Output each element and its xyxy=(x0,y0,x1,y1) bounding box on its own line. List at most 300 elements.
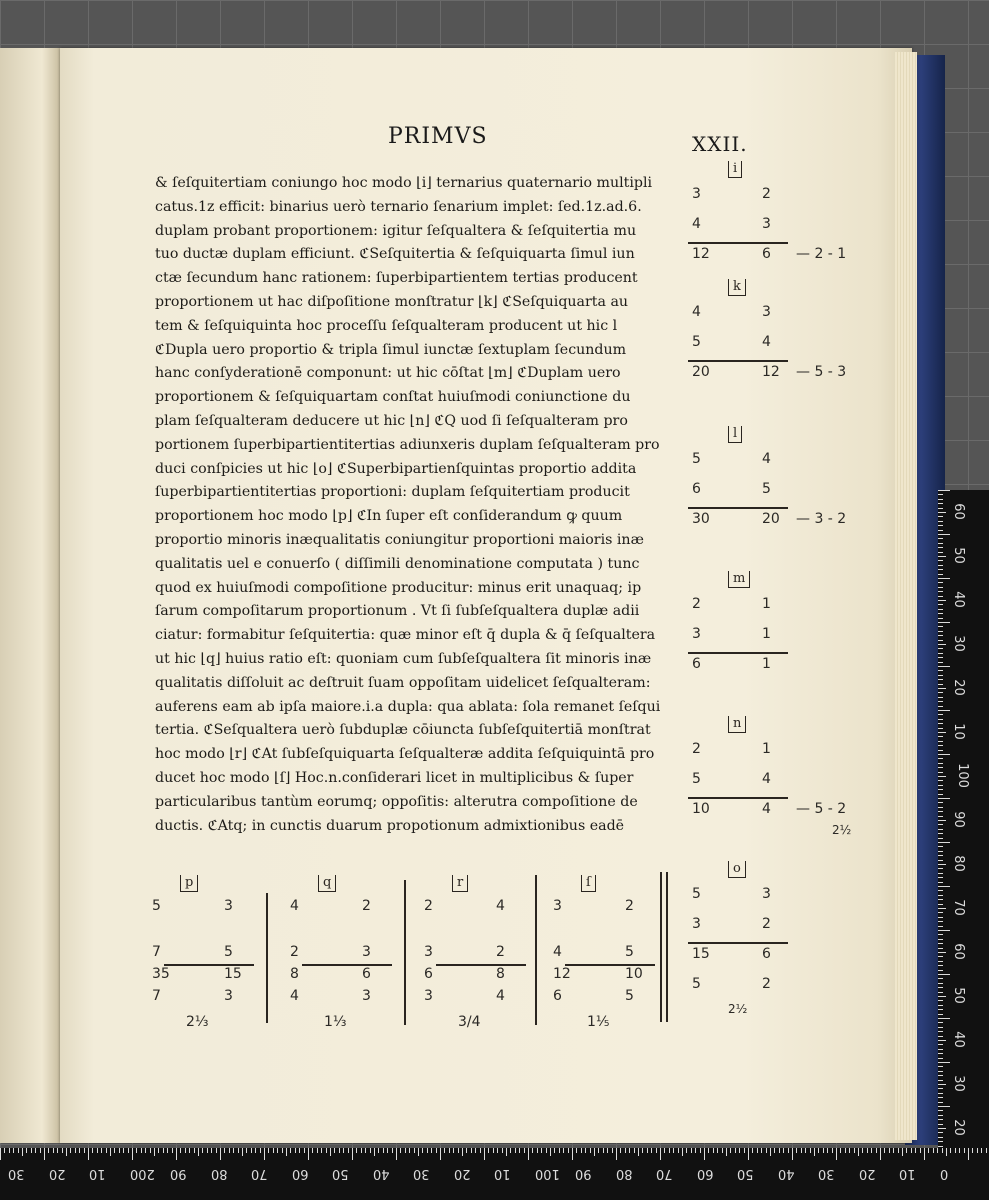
figure-number: 2 xyxy=(625,898,634,914)
ruler-tick xyxy=(286,1148,287,1156)
ruler-tick xyxy=(805,1148,806,1153)
ruler-tick xyxy=(528,1148,529,1160)
ruler-tick xyxy=(431,1148,432,1153)
ruler-tick xyxy=(938,992,943,993)
ruler-tick xyxy=(938,1062,950,1063)
ruler-tick xyxy=(938,1058,943,1059)
figure-label: r xyxy=(452,875,468,892)
ruler-tick xyxy=(977,1148,978,1153)
ruler-tick xyxy=(13,1148,14,1153)
text-line: auferens eam ab ipſa maiore.i.a dupla: qua ablata: ſola remanet ſeſqui xyxy=(155,698,661,715)
ruler-tick xyxy=(365,1148,366,1153)
ruler-tick xyxy=(818,1148,819,1153)
figure-number: 20 xyxy=(762,511,780,527)
figure-number: 1 xyxy=(762,741,771,757)
ruler-tick xyxy=(938,1132,943,1133)
figure-number: 2 xyxy=(692,596,701,612)
ruler-tick xyxy=(497,1148,498,1153)
ruler-tick xyxy=(440,1148,441,1160)
ruler-tick xyxy=(938,908,946,909)
figure-number: 8 xyxy=(496,966,505,982)
figure-rule xyxy=(688,360,788,362)
ruler-tick xyxy=(559,1148,560,1153)
ruler-tick xyxy=(867,1148,868,1153)
ruler-tick xyxy=(938,868,943,869)
text-line: qualitatis uel e conuerſo ( diſſimili denominatione computata ) tunc xyxy=(155,555,640,572)
ruler-tick xyxy=(938,873,943,874)
ruler-tick xyxy=(660,1148,661,1160)
ruler-tick xyxy=(938,552,943,553)
figure-number: 1 xyxy=(762,656,771,672)
figure-rule xyxy=(436,964,526,966)
ruler-tick xyxy=(581,1148,582,1153)
figure-result: 2⅓ xyxy=(186,1014,209,1030)
ruler-tick xyxy=(242,1148,243,1156)
ruler-tick xyxy=(779,1148,780,1153)
ruler-tick xyxy=(938,934,943,935)
ruler-tick xyxy=(938,516,943,517)
ruler-tick xyxy=(343,1148,344,1153)
ruler-tick xyxy=(938,750,943,751)
text-line: ut hic ⌊q⌋ huius ratio eſt: quoniam cum ſubſeſqualtera ſit minoris inæ xyxy=(155,650,652,667)
figure-result: 3/4 xyxy=(458,1014,481,1030)
ruler-number: 80 xyxy=(615,1166,633,1181)
ruler-tick xyxy=(700,1148,701,1153)
text-line: particularibus tantùm eorumq; oppoſitis: alterutra compoſitione de xyxy=(155,793,638,810)
ruler-tick xyxy=(704,1148,705,1160)
ruler-tick xyxy=(361,1148,362,1153)
ruler-tick xyxy=(938,758,943,759)
ruler-tick xyxy=(938,956,943,957)
ruler-tick xyxy=(163,1148,164,1153)
ruler-number: 70 xyxy=(251,1166,268,1181)
ruler-tick xyxy=(938,736,943,737)
ruler-tick xyxy=(938,609,943,610)
ruler-tick xyxy=(938,600,946,601)
figure-number: 6 xyxy=(692,481,701,497)
ruler-tick xyxy=(418,1148,419,1156)
ruler-tick xyxy=(752,1148,753,1153)
ruler-tick xyxy=(938,714,943,715)
ruler-tick xyxy=(938,838,943,839)
ruler-tick xyxy=(938,1009,943,1010)
ruler-tick xyxy=(938,732,946,733)
ruler-number: 60 xyxy=(950,943,966,960)
ruler-tick xyxy=(189,1148,190,1153)
ruler-tick xyxy=(735,1148,736,1153)
ruler-tick xyxy=(938,679,943,680)
ruler-tick xyxy=(374,1148,375,1156)
ruler-tick xyxy=(938,1005,943,1006)
ruler-tick xyxy=(686,1148,687,1153)
figure-number: 3 xyxy=(762,216,771,232)
ruler-tick xyxy=(938,490,950,491)
ruler-tick xyxy=(938,1044,943,1045)
ruler-number: 20 xyxy=(950,679,966,696)
ruler-tick xyxy=(79,1148,80,1153)
figure-number: 4 xyxy=(762,334,771,350)
figure-label: k xyxy=(728,279,746,296)
ruler-tick xyxy=(938,930,950,931)
vertical-ruler xyxy=(938,490,989,1200)
ruler-number: 20 xyxy=(48,1166,66,1181)
ruler-tick xyxy=(938,1137,943,1138)
divider xyxy=(266,893,268,1023)
ruler-tick xyxy=(938,978,943,979)
figure-number: 15 xyxy=(224,966,242,982)
figure-rule xyxy=(164,964,254,966)
ruler-tick xyxy=(810,1148,811,1153)
ruler-tick xyxy=(938,701,943,702)
figure-number: 3 xyxy=(553,898,562,914)
ruler-tick xyxy=(471,1148,472,1153)
ruler-tick xyxy=(938,864,946,865)
handwritten-note: 2⅟₂ xyxy=(728,1002,748,1016)
ruler-tick xyxy=(260,1148,261,1153)
ruler-tick xyxy=(48,1148,49,1153)
text-line: proportionem hoc modo ⌊p⌋ ℭIn ſuper eſt conſiderandum ꝙ quum xyxy=(155,508,623,525)
ruler-tick xyxy=(136,1148,137,1153)
ruler-tick xyxy=(862,1148,863,1153)
figure-number: 5 xyxy=(625,944,634,960)
ruler-tick xyxy=(603,1148,604,1153)
ruler-tick xyxy=(938,1071,943,1072)
ruler-tick xyxy=(612,1148,613,1153)
ruler-tick xyxy=(938,904,943,905)
folio-number: XXII. xyxy=(692,132,748,156)
figure-number: 6 xyxy=(692,656,701,672)
ruler-tick xyxy=(295,1148,296,1153)
ruler-tick xyxy=(31,1148,32,1153)
text-line: tem & ſeſquiquinta hoc proceſſu ſeſqualteram producent ut hic l xyxy=(155,317,618,334)
ruler-tick xyxy=(57,1148,58,1153)
ruler-tick xyxy=(774,1148,775,1153)
ruler-tick xyxy=(114,1148,115,1153)
ruler-tick xyxy=(938,886,950,887)
handwritten-note: — 5 - 3 xyxy=(796,364,847,380)
text-line: tertia. ℭSeſqualtera uerò ſubduplæ cōiuncta ſubſeſquitertiā monſtrat xyxy=(155,722,651,739)
ruler-number: 10 xyxy=(899,1166,916,1181)
ruler-tick xyxy=(66,1148,67,1156)
ruler-tick xyxy=(938,530,943,531)
ruler-number: 60 xyxy=(696,1166,714,1181)
horizontal-ruler xyxy=(0,1148,989,1200)
ruler-tick xyxy=(449,1148,450,1153)
ruler-tick xyxy=(154,1148,155,1156)
figure-number: 4 xyxy=(496,988,505,1004)
ruler-tick xyxy=(370,1148,371,1153)
ruler-tick xyxy=(792,1148,793,1160)
ruler-tick xyxy=(4,1148,5,1153)
figure-number: 12 xyxy=(762,364,780,380)
ruler-tick xyxy=(938,974,950,975)
ruler-number: 40 xyxy=(777,1166,795,1181)
divider xyxy=(535,875,537,1025)
ruler-tick xyxy=(938,965,943,966)
figure-number: 2 xyxy=(762,976,771,992)
text-line: ſuperbipartientitertias proportioni: duplam ſeſquitertiam producit xyxy=(155,484,630,501)
text-line: catus.1z efficit: binarius uerò ternario ſenarium implet: ſed.1z.ad.6. xyxy=(155,198,642,215)
figure-label: o xyxy=(728,861,746,878)
ruler-tick xyxy=(616,1148,617,1160)
ruler-tick xyxy=(938,1075,943,1076)
figure-number: 5 xyxy=(224,944,233,960)
text-line: proportionem & ſeſquiquartam conſtat huiuſmodi coniunctione du xyxy=(155,389,631,406)
text-line: duci conſpicies ut hic ⌊o⌋ ℭSuperbipartienſquintas proportio addita xyxy=(155,460,637,477)
ruler-number: 10 xyxy=(494,1166,511,1181)
ruler-tick xyxy=(836,1148,837,1160)
ruler-tick xyxy=(84,1148,85,1153)
figure-number: 6 xyxy=(362,966,371,982)
figure-result: 1⅕ xyxy=(587,1014,610,1030)
figure-number: 4 xyxy=(290,988,299,1004)
ruler-tick xyxy=(938,574,943,575)
ruler-tick xyxy=(938,877,943,878)
ruler-tick xyxy=(396,1148,397,1160)
ruler-tick xyxy=(598,1148,599,1153)
figure-number: 2 xyxy=(762,186,771,202)
ruler-tick xyxy=(938,728,943,729)
ruler-number: 10 xyxy=(89,1166,106,1181)
figure-label: m xyxy=(728,571,750,588)
ruler-tick xyxy=(400,1148,401,1153)
ruler-tick xyxy=(356,1148,357,1153)
ruler-tick xyxy=(18,1148,19,1153)
ruler-tick xyxy=(506,1148,507,1156)
ruler-tick xyxy=(938,899,943,900)
ruler-tick xyxy=(938,675,943,676)
ruler-tick xyxy=(937,1148,938,1153)
ruler-number: 80 xyxy=(210,1166,228,1181)
ruler-tick xyxy=(938,917,943,918)
ruler-tick xyxy=(568,1148,569,1153)
ruler-tick xyxy=(938,591,943,592)
ruler-tick xyxy=(938,604,943,605)
ruler-tick xyxy=(938,613,943,614)
figure-rule xyxy=(688,652,788,654)
body-text xyxy=(155,172,685,838)
ruler-number: 40 xyxy=(950,591,966,608)
figure-number: 5 xyxy=(692,976,701,992)
ruler-tick xyxy=(436,1148,437,1153)
ruler-tick xyxy=(0,1148,1,1160)
ruler-tick xyxy=(938,1097,943,1098)
ruler-tick xyxy=(938,670,943,671)
figure-number: 3 xyxy=(224,988,233,1004)
ruler-number: 50 xyxy=(950,547,966,564)
ruler-tick xyxy=(938,644,946,645)
ruler-tick xyxy=(938,1053,943,1054)
ruler-tick xyxy=(938,921,943,922)
ruler-tick xyxy=(480,1148,481,1153)
ruler-tick xyxy=(176,1148,177,1160)
ruler-tick xyxy=(748,1148,749,1160)
ruler-tick xyxy=(938,741,943,742)
ruler-tick xyxy=(722,1148,723,1153)
ruler-tick xyxy=(972,1148,973,1153)
ruler-tick xyxy=(938,789,943,790)
ruler-tick xyxy=(938,798,950,799)
ruler-tick xyxy=(946,1148,947,1156)
ruler-tick xyxy=(770,1148,771,1156)
ruler-tick xyxy=(950,1148,951,1153)
ruler-number: 10 xyxy=(950,723,966,740)
ruler-tick xyxy=(938,653,943,654)
ruler-tick xyxy=(572,1148,573,1160)
ruler-tick xyxy=(938,785,943,786)
ruler-tick xyxy=(101,1148,102,1153)
ruler-number: 70 xyxy=(950,899,966,916)
ruler-tick xyxy=(607,1148,608,1153)
ruler-number: 80 xyxy=(950,855,966,872)
ruler-tick xyxy=(938,692,943,693)
ruler-tick xyxy=(938,560,943,561)
ruler-tick xyxy=(938,1088,943,1089)
ruler-number: 100 xyxy=(954,763,970,788)
figure-number: 3 xyxy=(692,626,701,642)
ruler-tick xyxy=(766,1148,767,1153)
ruler-tick xyxy=(744,1148,745,1153)
ruler-tick xyxy=(158,1148,159,1153)
text-line: qualitatis diſſoluit ac deſtruit ſuam oppoſitam uidelicet ſeſqualteram: xyxy=(155,674,651,691)
ruler-tick xyxy=(207,1148,208,1153)
ruler-tick xyxy=(312,1148,313,1153)
ruler-number: 20 xyxy=(858,1166,876,1181)
ruler-tick xyxy=(40,1148,41,1153)
ruler-tick xyxy=(938,1040,946,1041)
ruler-tick xyxy=(938,631,943,632)
ruler-tick xyxy=(854,1148,855,1153)
ruler-tick xyxy=(277,1148,278,1153)
ruler-tick xyxy=(229,1148,230,1153)
ruler-tick xyxy=(519,1148,520,1153)
ruler-tick xyxy=(796,1148,797,1153)
ruler-tick xyxy=(387,1148,388,1153)
figure-number: 6 xyxy=(762,246,771,262)
figure-label: ſ xyxy=(581,875,596,892)
ruler-tick xyxy=(938,538,943,539)
ruler-tick xyxy=(938,1124,943,1125)
ruler-tick xyxy=(172,1148,173,1153)
ruler-tick xyxy=(938,1018,950,1019)
text-line: portionem ſuperbipartientitertias adiunxeris duplam ſeſqualteram pro xyxy=(155,436,660,453)
figure-number: 3 xyxy=(362,944,371,960)
ruler-tick xyxy=(405,1148,406,1153)
ruler-tick xyxy=(938,697,943,698)
ruler-number: 20 xyxy=(950,1119,966,1136)
ruler-tick xyxy=(444,1148,445,1153)
ruler-tick xyxy=(26,1148,27,1153)
ruler-tick xyxy=(524,1148,525,1153)
ruler-tick xyxy=(167,1148,168,1153)
ruler-tick xyxy=(938,1014,943,1015)
ruler-tick xyxy=(546,1148,547,1153)
ruler-tick xyxy=(123,1148,124,1153)
ruler-tick xyxy=(938,648,943,649)
text-line: plam ſeſqualteram deducere ut hic ⌊n⌋ ℭQ uod ſi ſeſqualteram pro xyxy=(155,412,628,429)
figure-result: 1⅓ xyxy=(324,1014,347,1030)
ruler-tick xyxy=(849,1148,850,1153)
figure-number: 3 xyxy=(692,186,701,202)
figure-number: 5 xyxy=(762,481,771,497)
text-line: ℭDupla uero proportio & tripla ſimul iunctæ ſextuplam ſecundum xyxy=(155,341,627,358)
ruler-number: 200 xyxy=(129,1166,155,1181)
ruler-tick xyxy=(889,1148,890,1153)
ruler-tick xyxy=(884,1148,885,1153)
ruler-tick xyxy=(273,1148,274,1153)
ruler-tick xyxy=(708,1148,709,1153)
ruler-tick xyxy=(629,1148,630,1153)
ruler-tick xyxy=(299,1148,300,1153)
ruler-tick xyxy=(938,1102,943,1103)
figure-number: 20 xyxy=(692,364,710,380)
ruler-tick xyxy=(651,1148,652,1153)
ruler-tick xyxy=(9,1148,10,1153)
ruler-tick xyxy=(739,1148,740,1153)
ruler-tick xyxy=(97,1148,98,1153)
figure-number: 5 xyxy=(692,886,701,902)
ruler-tick xyxy=(938,780,943,781)
ruler-tick xyxy=(938,943,943,944)
ruler-tick xyxy=(832,1148,833,1153)
ruler-tick xyxy=(554,1148,555,1153)
figure-number: 7 xyxy=(152,944,161,960)
ruler-tick xyxy=(378,1148,379,1153)
ruler-tick xyxy=(532,1148,533,1153)
figure-label: q xyxy=(318,875,336,892)
ruler-tick xyxy=(938,1128,946,1129)
ruler-tick xyxy=(348,1148,349,1153)
ruler-number: 50 xyxy=(737,1166,754,1181)
figure-number: 3 xyxy=(762,886,771,902)
ruler-tick xyxy=(871,1148,872,1153)
ruler-tick xyxy=(185,1148,186,1153)
ruler-tick xyxy=(938,618,943,619)
ruler-tick xyxy=(938,772,943,773)
text-line: ctæ ſecundum hanc rationem: ſuperbipartientem tertias producent xyxy=(155,270,638,287)
ruler-tick xyxy=(840,1148,841,1153)
ruler-tick xyxy=(537,1148,538,1153)
ruler-tick xyxy=(44,1148,45,1160)
ruler-tick xyxy=(938,556,946,557)
ruler-tick xyxy=(938,688,946,689)
ruler-number: 70 xyxy=(656,1166,673,1181)
ruler-tick xyxy=(938,508,943,509)
ruler-tick xyxy=(938,890,943,891)
ruler-tick xyxy=(264,1148,265,1160)
figure-label: p xyxy=(180,875,198,892)
ruler-number: 30 xyxy=(950,635,966,652)
ruler-tick xyxy=(938,1115,943,1116)
ruler-tick xyxy=(938,1119,943,1120)
ruler-tick xyxy=(453,1148,454,1153)
text-line: proportionem ut hac diſpoſitione monſtratur ⌊k⌋ ℭSeſquiquarta au xyxy=(155,293,629,310)
ruler-tick xyxy=(427,1148,428,1153)
ruler-tick xyxy=(383,1148,384,1153)
ruler-tick xyxy=(915,1148,916,1153)
ruler-tick xyxy=(330,1148,331,1156)
ruler-tick xyxy=(938,622,950,623)
ruler-tick xyxy=(920,1148,921,1153)
figure-number: 3 xyxy=(762,304,771,320)
page-title: PRIMVS xyxy=(388,124,488,149)
ruler-tick xyxy=(938,1036,943,1037)
ruler-tick xyxy=(938,666,950,667)
ruler-tick xyxy=(938,882,943,883)
text-line: duplam probant proportionem: igitur ſeſqualtera & ſeſquitertia mu xyxy=(155,222,637,239)
ruler-tick xyxy=(502,1148,503,1153)
ruler-tick xyxy=(220,1148,221,1160)
